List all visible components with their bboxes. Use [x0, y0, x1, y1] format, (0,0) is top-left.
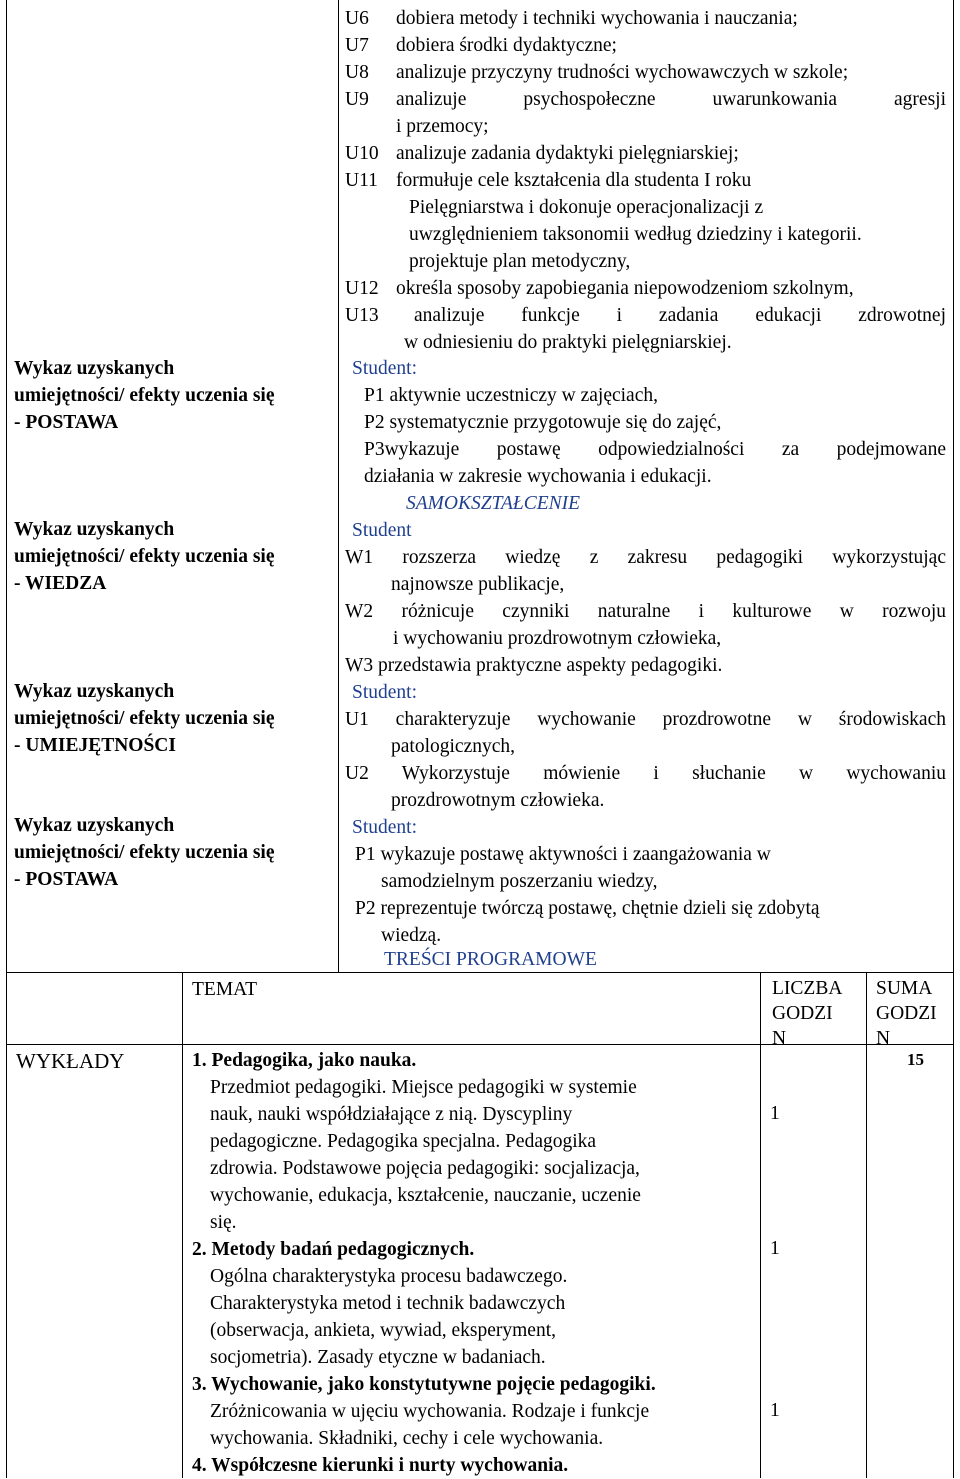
list-item-text: formułuje cele kształcenia dla studenta I roku: [396, 170, 752, 191]
list-item-text: i wychowaniu prozdrowotnym człowieka,: [393, 628, 722, 649]
student-label: Student:: [352, 817, 418, 838]
list-item-text: patologicznych,: [391, 736, 515, 757]
label-line: umiejętności/ efekty uczenia się: [14, 708, 275, 729]
column-header-suma-godzin: [876, 976, 937, 1051]
student-label: Student:: [352, 358, 418, 379]
list-item-text: analizuje przyczyny trudności wychowawczych w szkole;: [396, 62, 849, 83]
list-item-text: najnowsze publikacje,: [391, 574, 565, 595]
tresci-col-divider-2: [760, 972, 761, 1478]
list-item-text: w odniesieniu do praktyki pielęgniarskiej.: [404, 332, 732, 353]
header-line: SUMA: [876, 978, 933, 999]
topic-line: Zróżnicowania w ujęciu wychowania. Rodzaje i funkcje: [210, 1401, 650, 1422]
list-item: U11: [345, 170, 378, 191]
list-item-text: wiedzą.: [381, 925, 442, 946]
list-item-text: W1 rozszerza wiedzę z zakresu pedagogiki wykorzystując: [345, 547, 946, 568]
header-line: GODZI: [772, 1003, 833, 1024]
list-item-text: prozdrowotnym człowieka.: [391, 790, 605, 811]
row-label-wyklady: WYKŁADY: [16, 1049, 125, 1073]
list-item-text: dobiera środki dydaktyczne;: [396, 35, 617, 56]
header-line: N: [772, 1028, 787, 1049]
topic-line: się.: [210, 1212, 237, 1233]
list-item-text: W2 różnicuje czynniki naturalne i kulturowe w rozwoju: [345, 601, 946, 622]
topic-line: wychowanie, edukacja, kształcenie, nauczanie, uczenie: [210, 1185, 641, 1206]
label-line: - WIEDZA: [14, 573, 107, 594]
label-line: Wykaz uzyskanych: [14, 358, 175, 379]
tresci-col-divider-3: [866, 972, 867, 1478]
list-item: U8: [345, 62, 369, 83]
list-item-text: i przemocy;: [396, 116, 489, 137]
label-line: umiejętności/ efekty uczenia się: [14, 385, 275, 406]
list-item-text: uwzględnieniem taksonomii według dziedziny i kategorii.: [409, 224, 862, 245]
topic-line: wychowania. Składniki, cechy i cele wychowania.: [210, 1428, 604, 1449]
topic-hours: 1: [770, 1400, 780, 1421]
list-item-text: Pielęgniarstwa i dokonuje operacjonalizacji z: [409, 197, 764, 218]
list-item: U6: [345, 8, 369, 29]
section-heading: SAMOKSZTAŁCENIE: [406, 493, 581, 514]
list-item-text: analizuje funkcje i zadania edukacji zdrowotnej: [414, 305, 946, 326]
list-item: U13: [345, 305, 379, 326]
topic-desc: [192, 1398, 656, 1452]
list-item-text: analizuje psychospołeczne uwarunkowania agresji: [396, 89, 946, 110]
topic-line: Przedmiot pedagogiki. Miejsce pedagogiki w systemie: [210, 1077, 637, 1098]
topic-line: pedagogiczne. Pedagogika specjalna. Pedagogika: [210, 1131, 597, 1152]
list-item-text: P1 aktywnie uczestniczy w zajęciach,: [364, 385, 658, 406]
topic-title: 3. Wychowanie, jako konstytutywne pojęcie pedagogiki.: [192, 1374, 656, 1395]
student-label: Student:: [352, 682, 418, 703]
table-right-border: [953, 0, 954, 1478]
column-header-liczba-godzin: [772, 976, 842, 1051]
label-line: Wykaz uzyskanych: [14, 815, 175, 836]
header-line: LICZBA: [772, 978, 843, 999]
label-line: umiejętności/ efekty uczenia się: [14, 546, 275, 567]
list-item: U10: [345, 143, 379, 164]
table-left-border: [6, 0, 7, 1478]
list-item-text: projektuje plan metodyczny,: [409, 251, 631, 272]
topic-title: 4. Współczesne kierunki i nurty wychowania.: [192, 1455, 569, 1476]
topic-desc: [192, 1074, 656, 1236]
label-line: Wykaz uzyskanych: [14, 681, 175, 702]
list-item: U9: [345, 89, 369, 110]
list-item-text: P2 reprezentuje twórczą postawę, chętnie dzieli się zdobytą: [355, 898, 820, 919]
list-item-text: P1 wykazuje postawę aktywności i zaangażowania w: [355, 844, 771, 865]
table-column-divider: [338, 0, 339, 972]
student-label: Student: [352, 520, 412, 541]
topic-line: Ogólna charakterystyka procesu badawczego.: [210, 1266, 568, 1287]
label-wiedza: [14, 516, 334, 597]
list-item-text: U1 charakteryzuje wychowanie prozdrowotne w środowiskach: [345, 709, 946, 730]
topic-line: zdrowia. Podstawowe pojęcia pedagogiki: socjalizacja,: [210, 1158, 640, 1179]
suma-value: 15: [907, 1050, 924, 1069]
label-line: umiejętności/ efekty uczenia się: [14, 842, 275, 863]
section-heading: TREŚCI PROGRAMOWE: [384, 949, 597, 970]
label-line: - POSTAWA: [14, 869, 119, 890]
label-line: Wykaz uzyskanych: [14, 519, 175, 540]
topic-title: 1. Pedagogika, jako nauka.: [192, 1050, 417, 1071]
label-line: - UMIEJĘTNOŚCI: [14, 735, 176, 756]
list-item-text: P2 systematycznie przygotowuje się do zajęć,: [364, 412, 722, 433]
list-item: U12: [345, 278, 379, 299]
topic-line: Charakterystyka metod i technik badawczych: [210, 1293, 566, 1314]
topic-desc: [192, 1263, 656, 1371]
header-line: GODZI: [876, 1003, 937, 1024]
label-line: - POSTAWA: [14, 412, 119, 433]
header-line: N: [876, 1028, 891, 1049]
label-postawa: [14, 355, 334, 436]
topic-hours: 1: [770, 1103, 780, 1124]
list-item-text: W3 przedstawia praktyczne aspekty pedagogiki.: [345, 655, 723, 676]
list-item-text: dobiera metody i techniki wychowania i nauczania;: [396, 8, 798, 29]
list-item-text: działania w zakresie wychowania i edukacji.: [364, 466, 712, 487]
label-umiejetnosci: [14, 678, 334, 759]
label-postawa-samoksztalcenie: [14, 812, 334, 893]
list-item-text: określa sposoby zapobiegania niepowodzeniom szkolnym,: [396, 278, 854, 299]
topic-list: [192, 1047, 656, 1479]
list-item-text: P3wykazuje postawę odpowiedzialności za podejmowane: [364, 439, 946, 460]
list-item-text: analizuje zadania dydaktyki pielęgniarskiej;: [396, 143, 739, 164]
topic-line: nauk, nauki współdziałające z nią. Dyscypliny: [210, 1104, 573, 1125]
column-header-temat: TEMAT: [192, 979, 257, 1000]
topic-hours: 1: [770, 1238, 780, 1259]
list-item: U7: [345, 35, 369, 56]
topic-line: socjometria). Zasady etyczne w badaniach.: [210, 1347, 546, 1368]
topic-title: 2. Metody badań pedagogicznych.: [192, 1239, 475, 1260]
list-item-text: samodzielnym poszerzaniu wiedzy,: [381, 871, 658, 892]
topic-line: (obserwacja, ankieta, wywiad, eksperyment,: [210, 1320, 556, 1341]
list-item-text: U2 Wykorzystuje mówienie i słuchanie w wychowaniu: [345, 763, 946, 784]
tresci-col-divider-1: [182, 972, 183, 1478]
